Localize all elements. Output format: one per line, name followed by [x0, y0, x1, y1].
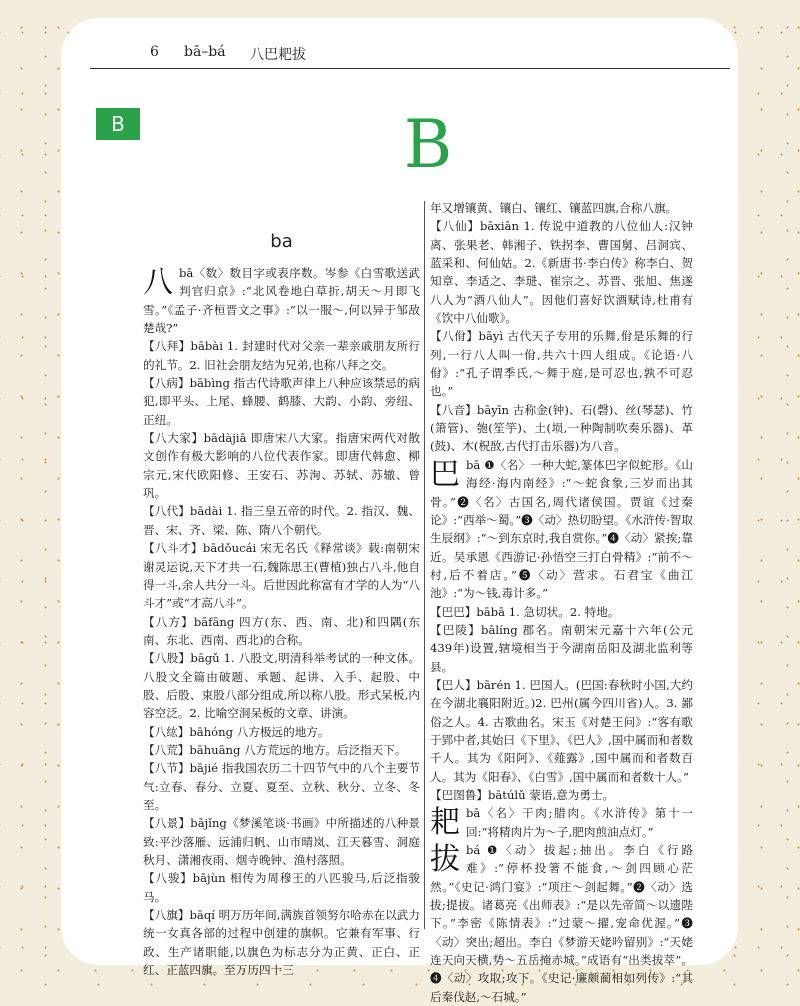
- compound-entry: [143, 759, 420, 814]
- entry-text: bā ❶〈名〉一种大蛇,篆体巴字似蛇形。《山海经·海内南经》:“～蛇食象,三岁而出其骨。”❷〈名〉古国名,周代诸侯国。贾谊《过秦论》:“西举～蜀。”❸〈动〉热切盼望。《水浒传·智取生辰纲》:“～到东京时,我自赏你。”❹〈动〉紧挨;靠近。吴承恩《西游记·孙悟空三打白骨精》:“前不～村,后不着店。”❺〈动〉营求。石君宝《曲江池》:“为～钱,毒计多。”: [430, 457, 693, 601]
- headword-entry: [430, 456, 693, 603]
- column-divider: [424, 201, 425, 929]
- entry-text: bā〈数〉数目字或表序数。岑参《白雪歌送武判官归京》:“北风卷地白草折,胡天～月即飞雪。”《孟子·齐桓晋文之事》:“以一服～,何以异于邹敌楚哉?”: [143, 266, 420, 336]
- entry-text: 【八荒】bāhuāng 八方荒远的地方。后泛指天下。: [143, 742, 407, 757]
- headword-character: 拔: [430, 842, 460, 878]
- compound-entry: [430, 603, 693, 621]
- page-number: 6: [150, 44, 159, 60]
- entry-text: 年又增镶黄、镶白、镶红、镶蓝四旗,合称八旗。: [430, 201, 678, 215]
- entry-text: 【八旗】bāqí 明万历年间,满族首领努尔哈赤在以武力统一女真各部的过程中创建的旗帜。它兼有军事、行政、生产诸职能,以旗色为标志分为正黄、正白、正红、正蓝四旗。至万历四十三: [143, 908, 420, 978]
- compound-entry: [143, 723, 420, 741]
- headword-character: 巴: [430, 456, 460, 492]
- compound-entry: [430, 621, 693, 676]
- entry-text: 【八佾】bāyì 古代天子专用的乐舞,佾是乐舞的行列,一行八人叫一佾,共六十四人组成。《论语·八佾》:“孔子谓季氏,～舞于庭,是可忍也,孰不可忍也。”: [430, 329, 693, 399]
- entry-text: bā〈名〉干肉;腊肉。《水浒传》第十一回:“将精肉片为～子,肥肉煎油点灯。”: [466, 806, 693, 839]
- compound-entry: [143, 869, 420, 906]
- compound-entry: [143, 906, 420, 979]
- left-column: [143, 228, 420, 979]
- compound-entry: [430, 199, 693, 217]
- entry-text: 【八拜】bābài 1. 封建时代对父亲一辈亲戚朋友所行的礼节。2. 旧社会朋友结为兄弟,也称八拜之交。: [143, 339, 420, 372]
- entry-text: 【八音】bāyīn 古称金(钟)、石(磬)、丝(琴瑟)、竹(箫管)、匏(笙竽)、土(埙,一种陶制吹奏乐器)、革(鼓)、木(柷敔,古代打击乐器)为八音。: [430, 402, 693, 454]
- compound-entry: [430, 327, 693, 400]
- compound-entry: [143, 539, 420, 612]
- entry-text: 【八股】bāgǔ 1. 八股文,明清科举考试的一种文体。八股文全篇由破题、承题、起讲、入手、起股、中股、后股、束股八部分组成,所以称八股。形式呆板,内容空泛。2. 比喻空洞呆板的文章、讲演。: [143, 651, 420, 721]
- entry-text: 【巴陵】bālíng 郡名。南朝宋元嘉十六年(公元439年)设置,辖境相当于今湖南岳阳及湖北监利等县。: [430, 622, 693, 674]
- compound-entry: [143, 502, 420, 539]
- headword-entry: [143, 264, 420, 337]
- entry-text: 【八方】bāfāng 四方(东、西、南、北)和四隅(东南、东北、西南、西北)的合称。: [143, 614, 420, 647]
- compound-entry: [430, 676, 693, 786]
- compound-entry: [430, 786, 693, 804]
- entry-text: 【八大家】bādàjiā 即唐宋八大家。指唐宋两代对散文创作有极大影响的八位代表作家。即唐代韩愈、柳宗元,宋代欧阳修、王安石、苏洵、苏轼、苏辙、曾巩。: [143, 431, 420, 501]
- entry-text: 【八代】bādài 1. 指三皇五帝的时代。2. 指汉、魏、晋、宋、齐、梁、陈、隋八个朝代。: [143, 504, 420, 537]
- section-letter: B: [403, 106, 453, 183]
- headword-character: 耙: [430, 805, 460, 841]
- compound-entry: [143, 613, 420, 650]
- headword-entry: [430, 804, 693, 841]
- entry-text: 【八仙】bāxiān 1. 传说中道教的八位仙人:汉钟离、张果老、韩湘子、铁拐李、曹国舅、吕洞宾、蓝采和、何仙姑。2.《新唐书·李白传》称李白、贺知章、李适之、李琎、崔宗之、苏晋、张旭、焦遂八人为“酒八仙人”。因他们喜好饮酒赋诗,杜甫有《饮中八仙歌》。: [430, 219, 693, 326]
- right-column: [430, 199, 693, 1006]
- header-characters: 八巴耙拔: [250, 47, 306, 63]
- letter-index-tab: B: [96, 108, 140, 140]
- compound-entry: [430, 217, 693, 327]
- entry-text: 【八纮】bāhóng 八方极远的地方。: [143, 724, 330, 739]
- compound-entry: [143, 814, 420, 869]
- compound-entry: [143, 649, 420, 722]
- entry-text: 【八节】bājié 指我国农历二十四节气中的八个主要节气:立春、春分、立夏、夏至、立秋、秋分、立冬、冬至。: [143, 761, 420, 812]
- compound-entry: [143, 429, 420, 502]
- entry-text: 【巴巴】bābā 1. 急切状。2. 特地。: [430, 604, 620, 619]
- entry-text: 【八病】bābìng 指古代诗歌声律上八种应该禁忌的病犯,即平头、上尾、蜂腰、鹤膝、大韵、小韵、旁纽、正纽。: [143, 376, 420, 427]
- entry-text: 【巴人】bārén 1. 巴国人。(巴国:春秋时小国,大约在今湖北襄阳附近。)2. 巴州(属今四川省)人。3. 鄙俗之人。4. 古歌曲名。宋玉《对楚王问》:“客有歌于郢中者,其始曰《下里》、《巴人》,国中属而和者数千人。其为《阳阿》、《薤露》,国中属而和者数百人。其为《阳春》、《白雪》,国中属而和者数十人。”: [430, 677, 693, 784]
- entry-text: 【八骏】bājùn 相传为周穆王的八匹骏马,后泛指骏马。: [143, 871, 420, 904]
- compound-entry: [143, 374, 420, 429]
- entry-text: 【巴图鲁】bātúlǔ 蒙语,意为勇士。: [430, 788, 615, 802]
- compound-entry: [143, 741, 420, 759]
- pinyin-range: bā–bá: [184, 44, 226, 60]
- entry-text: 【八景】bājǐng《梦溪笔谈·书画》中所描述的八种景致:平沙落雁、远浦归帆、山市晴岚、江天暮雪、洞庭秋月、潇湘夜雨、烟寺晚钟、渔村落照。: [143, 816, 420, 867]
- running-header: [90, 40, 730, 69]
- entry-text: bá ❶〈动〉拔起;抽出。李白《行路难》:“停杯投箸不能食,～剑四顾心茫然。”《史记·鸿门宴》:“项庄～剑起舞。”❷〈动〉选拔;提拔。诸葛亮《出师表》:“是以先帝简～以遗陛下。”李密《陈情表》:“过蒙～擢,宠命优渥。”❸〈动〉突出;超出。李白《梦游天姥吟留别》:“天姥连天向天横,势～五岳掩赤城。”成语有“出类拔萃”。❹〈动〉攻取;攻下。《史记·廉颇蔺相如列传》:“其后秦伐赵,～石城。”: [430, 843, 693, 1004]
- syllable-heading: ba: [270, 231, 293, 252]
- compound-entry: [430, 401, 693, 456]
- entry-text: 【八斗才】bādǒucái 宋无名氏《释常谈》载:南朝宋谢灵运说,天下才共一石,魏陈思王(曹植)独占八斗,他自得一斗,余人共分一斗。后世因此称富有才学的人为“八斗才”或“才高八斗”。: [143, 541, 420, 611]
- headword-entry: [430, 841, 693, 1006]
- compound-entry: [143, 337, 420, 374]
- headword-character: 八: [143, 265, 173, 300]
